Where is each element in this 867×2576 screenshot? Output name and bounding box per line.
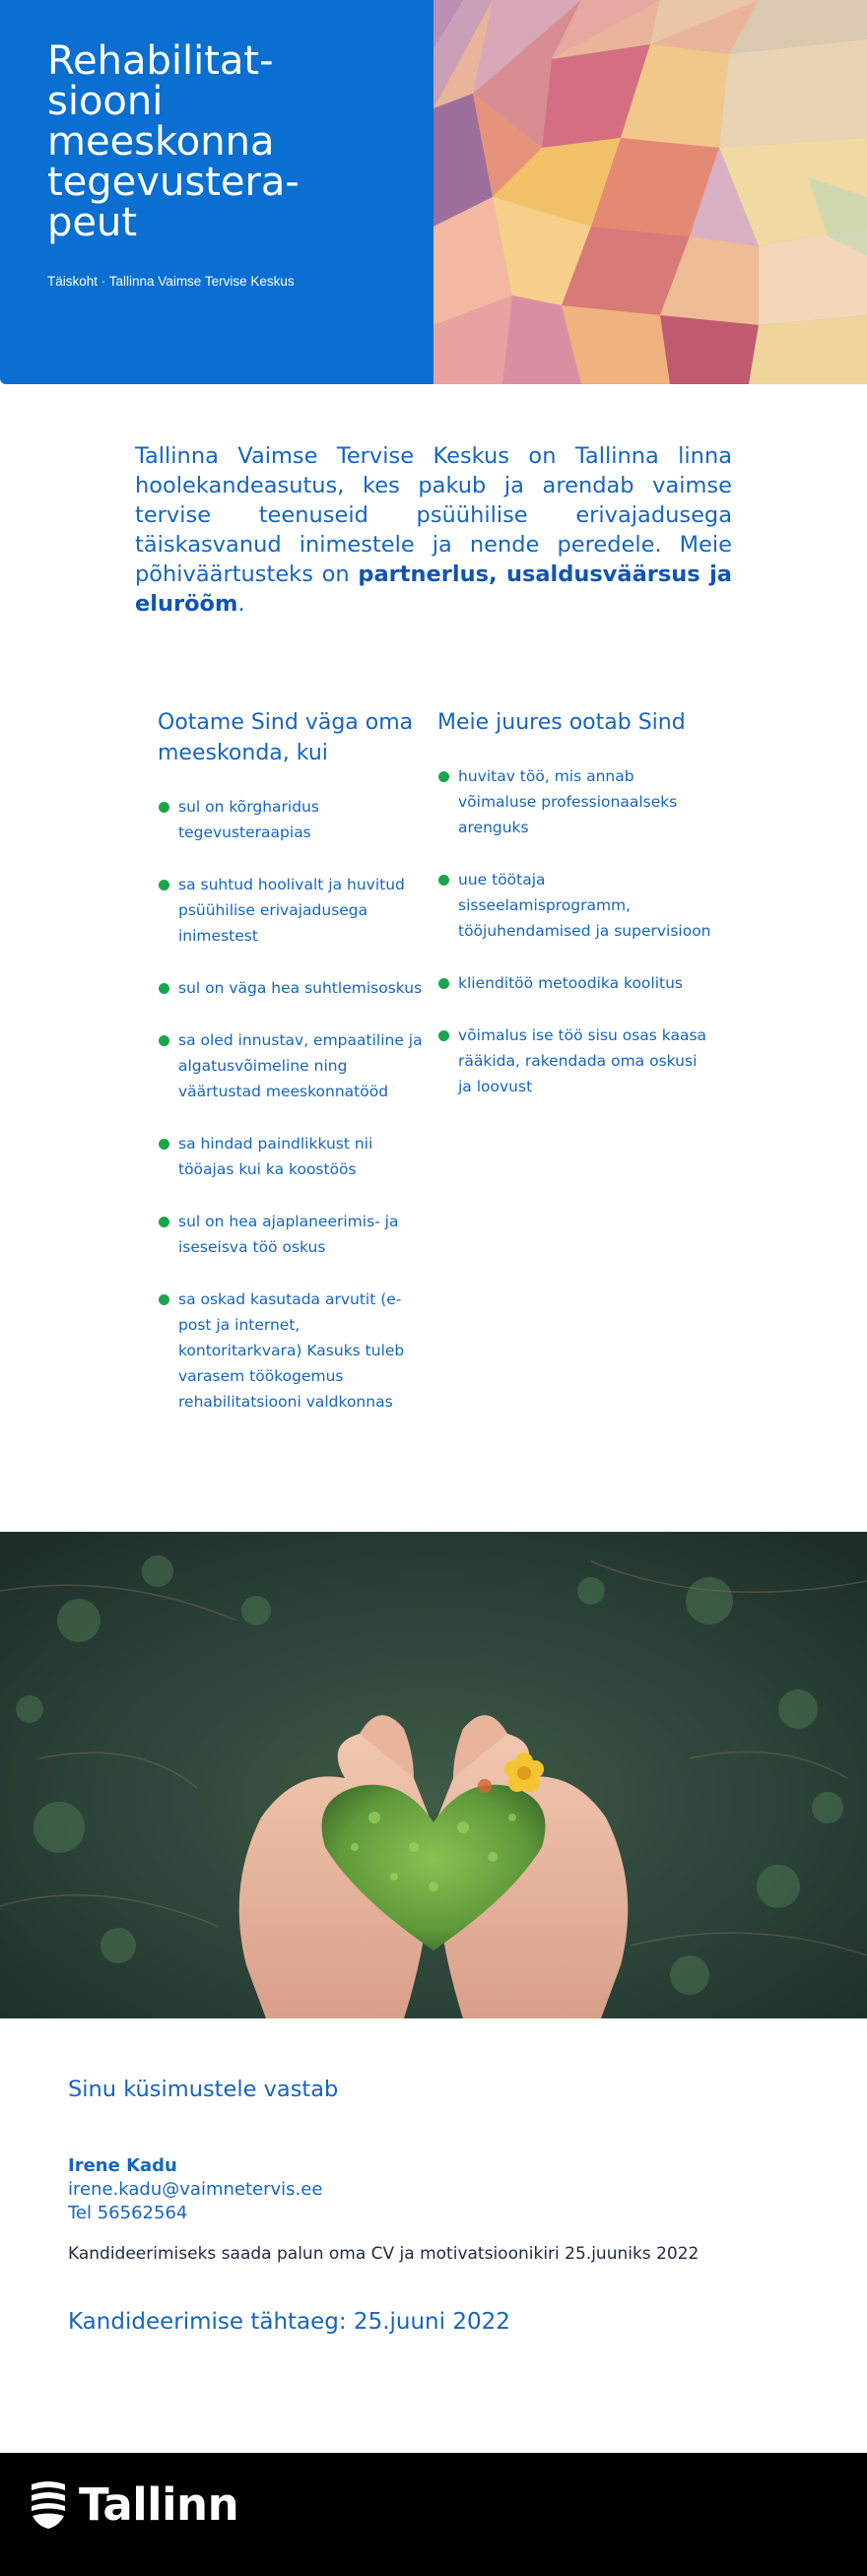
core-values: partnerlus, usaldusväärsus ja eluröõm bbox=[135, 561, 732, 617]
intro-paragraph: Tallinna Vaimse Tervise Keskus on Tallinna linna hoolekandeasutus, kes pakub ja arendab vaimse tervise teenuseid psüühilise erivajadusega täiskasvanud inimestele ja nende peredele. Meie põhiväärtusteks on partnerlus, usaldusväärsus ja eluröõm. bbox=[135, 443, 732, 617]
tallinn-logo[interactable] bbox=[30, 2478, 238, 2531]
list-item: sul on kõrgharidus tegevusteraapias bbox=[158, 794, 428, 845]
requirements-heading: Ootame Sind väga oma meeskonda, kui bbox=[158, 710, 414, 765]
header-polygon-artwork bbox=[434, 0, 867, 384]
tallinn-shield-icon bbox=[30, 2480, 67, 2530]
list-item: sa hindad paindlikkust nii tööajas kui ka koostöös bbox=[158, 1131, 428, 1182]
list-item: sa oskad kasutada arvutit (e-post ja internet, kontoritarkvara) Kasuks tuleb varasem töökogemus rehabilitatsiooni valdkonnas bbox=[158, 1287, 428, 1415]
job-title: Rehabilitat- siooni meeskonna tegevustera- peut bbox=[47, 38, 300, 245]
bullet-dot-icon bbox=[438, 771, 449, 782]
offers-column bbox=[437, 707, 713, 1126]
offers-heading: Meie juures ootab Sind bbox=[437, 710, 686, 735]
list-item: sul on hea ajaplaneerimis- ja iseseisva töö oskus bbox=[158, 1209, 428, 1260]
offers-list bbox=[437, 763, 713, 1099]
list-item: võimalus ise töö sisu osas kaasa rääkida, rakendada oma oskusi ja loovust bbox=[437, 1023, 713, 1099]
bullet-dot-icon bbox=[159, 1035, 169, 1046]
hands-moss-heart-photo bbox=[0, 1532, 867, 2018]
list-item: sa oled innustav, empaatiline ja algatusvõimeline ning väärtustad meeskonnatööd bbox=[158, 1027, 428, 1104]
list-item: sul on väga hea suhtlemisoskus bbox=[158, 975, 428, 1001]
bullet-dot-icon bbox=[438, 978, 449, 989]
bullet-dot-icon bbox=[159, 1139, 169, 1150]
requirements-column bbox=[158, 707, 428, 1441]
bullet-dot-icon bbox=[159, 983, 169, 994]
bullet-dot-icon bbox=[159, 1294, 169, 1305]
application-note: Kandideerimiseks saada palun oma CV ja motivatsioonikiri 25.juuniks 2022 bbox=[68, 2244, 700, 2264]
requirements-list bbox=[158, 794, 428, 1415]
list-item: sa suhtud hoolivalt ja huvitud psüühilise erivajadusega inimestest bbox=[158, 872, 428, 949]
footer-brand: Tallinn bbox=[79, 2478, 239, 2531]
list-item: klienditöö metoodika koolitus bbox=[437, 970, 713, 996]
footer bbox=[0, 2453, 867, 2576]
bullet-dot-icon bbox=[159, 802, 169, 813]
bullet-dot-icon bbox=[159, 1217, 169, 1227]
list-item: huvitav töö, mis annab võimaluse professionaalseks arenguks bbox=[437, 763, 713, 840]
bullet-dot-icon bbox=[438, 875, 449, 886]
contact-email-link[interactable]: irene.kadu@vaimnetervis.ee bbox=[68, 2179, 323, 2200]
contact-name: Irene Kadu bbox=[68, 2155, 177, 2176]
bullet-dot-icon bbox=[438, 1030, 449, 1041]
job-subtitle: Täiskoht · Tallinna Vaimse Tervise Keskus bbox=[47, 274, 295, 289]
header-title-panel bbox=[0, 0, 434, 384]
list-item: uue töötaja sisseelamisprogramm, tööjuhendamised ja supervisioon bbox=[437, 867, 713, 944]
header-banner bbox=[0, 0, 867, 384]
contact-heading: Sinu küsimustele vastab bbox=[68, 2077, 339, 2102]
contact-phone: Tel 56562564 bbox=[68, 2203, 188, 2223]
bullet-dot-icon bbox=[159, 880, 169, 891]
application-deadline: Kandideerimise tähtaeg: 25.juuni 2022 bbox=[68, 2309, 510, 2335]
